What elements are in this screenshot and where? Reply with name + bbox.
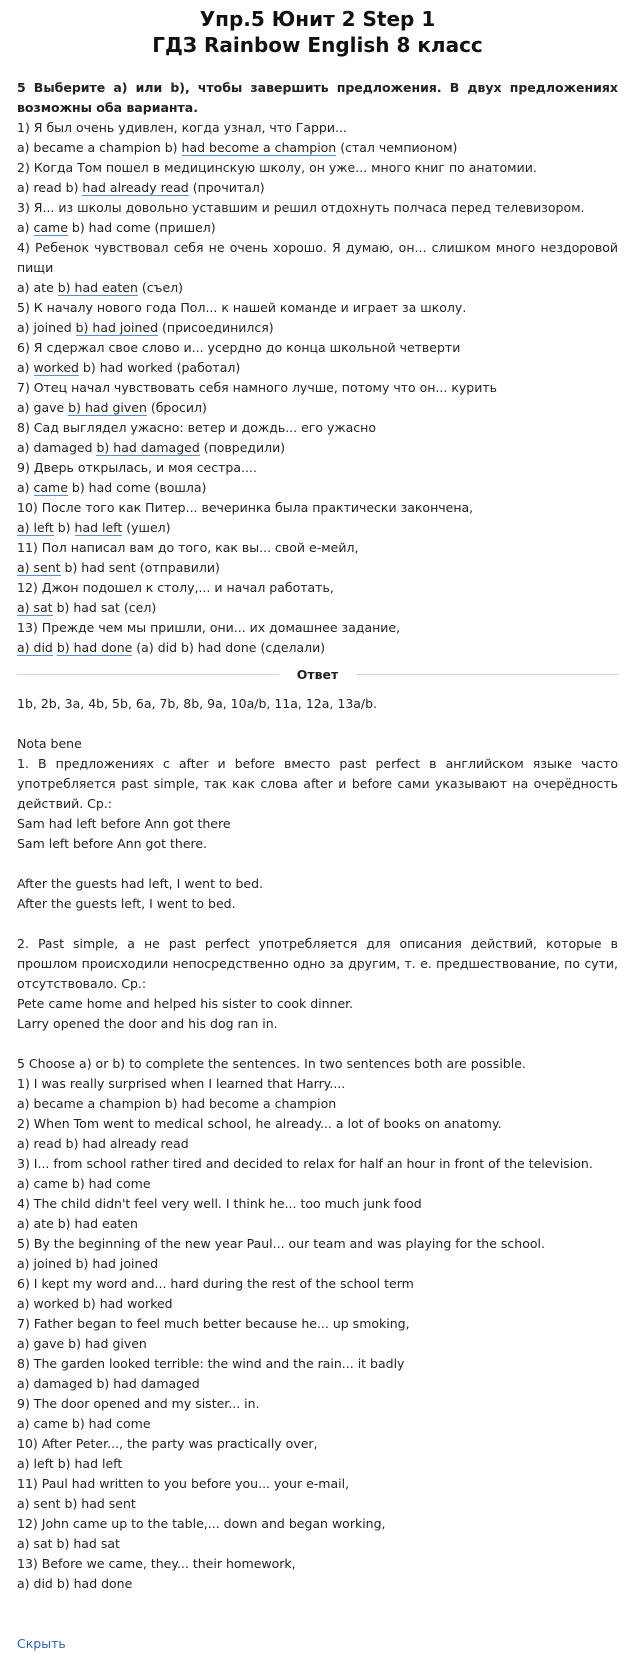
ru-line-16: a) damaged b) had damaged (повредили) (17, 440, 286, 455)
highlighted-answer: b) had joined (75, 320, 159, 335)
ru-line-7: 4) Ребенок чувствовал себя не очень хорошо. Я думаю, он... слишком много нездоровой пищи (17, 240, 618, 275)
en-line: a) sat b) had sat (17, 1536, 120, 1551)
ru-line-12: a) worked b) had worked (работал) (17, 360, 241, 375)
en-line: a) left b) had left (17, 1456, 123, 1471)
en-line: 5) By the beginning of the new year Paul... our team and was playing for the school. (17, 1236, 545, 1251)
en-line: 6) I kept my word and... hard during the rest of the school term (17, 1276, 414, 1291)
nota-example: After the guests had left, I went to bed. (17, 876, 264, 891)
highlighted-answer: had left (74, 520, 123, 535)
ru-line-6: a) came b) had come (пришел) (17, 220, 216, 235)
ru-line-23: 12) Джон подошел к столу,... и начал работать, (17, 580, 334, 595)
exercise-content (17, 78, 618, 1654)
highlighted-answer: b) had done (56, 640, 133, 655)
en-line: 1) I was really surprised when I learned that Harry.... (17, 1076, 346, 1091)
en-line: 9) The door opened and my sister... in. (17, 1396, 260, 1411)
nota-heading: Nota bene (17, 736, 82, 751)
ru-line-18: a) came b) had come (вошла) (17, 480, 207, 495)
ru-line-3: 2) Когда Том пошел в медицинскую школу, он уже... много книг по анатомии. (17, 160, 537, 175)
ru-line-26: a) did b) had done (a) did b) had done (сделали) (17, 640, 326, 655)
page (0, 6, 635, 1654)
en-line: 12) John came up to the table,... down and began working, (17, 1516, 386, 1531)
answer-heading: Ответ (296, 666, 339, 682)
en-line (17, 1614, 618, 1634)
en-line: a) sent b) had sent (17, 1496, 136, 1511)
highlighted-answer: b) had damaged (96, 440, 200, 455)
english-instruction: 5 Choose a) or b) to complete the sentences. In two sentences both are possible. (17, 1056, 526, 1071)
highlighted-answer: a) did (17, 640, 53, 655)
en-line: a) ate b) had eaten (17, 1216, 138, 1231)
ru-line-1: 1) Я был очень удивлен, когда узнал, что Гарри... (17, 120, 347, 135)
ru-line-9: 5) К началу нового года Пол... к нашей команде и играет за школу. (17, 300, 467, 315)
ru-line-17: 9) Дверь открылась, и моя сестра.... (17, 460, 257, 475)
en-line: 11) Paul had written to you before you... your e-mail, (17, 1476, 350, 1491)
en-line: a) came b) had come (17, 1176, 151, 1191)
highlighted-answer: b) had given (68, 400, 147, 415)
nota-example: Larry opened the door and his dog ran in. (17, 1016, 278, 1031)
highlighted-answer: had become a champion (181, 140, 337, 155)
en-line: 3) I... from school rather tired and decided to relax for half an hour in front of the television. (17, 1156, 593, 1171)
nota-paragraph-1: 1. В предложениях с after и before вместо past perfect в английском языке часто употребляется past simple, так как слова after и before сами указывают на очерёдность действий. Ср.: (17, 756, 618, 811)
en-line: 8) The garden looked terrible: the wind and the rain... it badly (17, 1356, 405, 1371)
en-line (17, 1594, 618, 1614)
ru-line-5: 3) Я... из школы довольно уставшим и решил отдохнуть полчаса перед телевизором. (17, 200, 585, 215)
ru-line-8: a) ate b) had eaten (съел) (17, 280, 184, 295)
nota-paragraph-2: 2. Past simple, а не past perfect употребляется для описания действий, которые в прошлом происходили непосредственно одно за другим, т. е. предшествование, по сути, отсутствовало. Ср.: (17, 936, 618, 991)
highlighted-answer: came (33, 480, 68, 495)
en-line: a) damaged b) had damaged (17, 1376, 200, 1391)
divider-line (17, 674, 279, 675)
highlighted-answer: b) had eaten (57, 280, 138, 295)
answer-divider (17, 664, 618, 684)
en-line: a) became a champion b) had become a champion (17, 1096, 337, 1111)
en-line: a) read b) had already read (17, 1136, 189, 1151)
ru-line-24: a) sat b) had sat (сел) (17, 600, 157, 615)
highlighted-answer: worked (33, 360, 79, 375)
answer-keys: 1b, 2b, 3a, 4b, 5b, 6a, 7b, 8b, 9a, 10a/b, 11a, 12a, 13a/b. (17, 696, 378, 711)
ru-line-11: 6) Я сдержал свое слово и... усердно до конца школьной четверти (17, 340, 461, 355)
en-line: 4) The child didn't feel very well. I think he... too much junk food (17, 1196, 422, 1211)
ru-line-4: a) read b) had already read (прочитал) (17, 180, 265, 195)
en-line: a) came b) had come (17, 1416, 151, 1431)
en-line: 7) Father began to feel much better because he... up smoking, (17, 1316, 410, 1331)
en-line: a) joined b) had joined (17, 1256, 159, 1271)
ru-line-2: a) became a champion b) had become a champion (стал чемпионом) (17, 140, 458, 155)
task-instruction: 5 Выберите а) или b), чтобы завершить предложения. В двух предложениях возможны оба варианта. (17, 80, 618, 115)
nota-example: Pete came home and helped his sister to cook dinner. (17, 996, 354, 1011)
en-line: 2) When Tom went to medical school, he already... a lot of books on anatomy. (17, 1116, 502, 1131)
highlighted-answer: a) sent (17, 560, 61, 575)
en-line: 13) Before we came, they... their homework, (17, 1556, 296, 1571)
ru-line-14: a) gave b) had given (бросил) (17, 400, 207, 415)
ru-line-20: a) left b) had left (ушел) (17, 520, 171, 535)
highlighted-answer: a) left (17, 520, 54, 535)
ru-line-13: 7) Отец начал чувствовать себя намного лучше, потому что он... курить (17, 380, 497, 395)
divider-line (356, 674, 618, 675)
highlighted-answer: had already read (82, 180, 189, 195)
ru-line-22: a) sent b) had sent (отправили) (17, 560, 220, 575)
en-line: a) worked b) had worked (17, 1296, 173, 1311)
nota-example: Sam left before Ann got there. (17, 836, 208, 851)
en-line: a) did b) had done (17, 1576, 133, 1591)
nota-example: Sam had left before Ann got there (17, 816, 231, 831)
hide-link[interactable]: Скрыть (17, 1636, 66, 1651)
ru-line-15: 8) Сад выглядел ужасно: ветер и дождь... его ужасно (17, 420, 376, 435)
ru-line-10: a) joined b) had joined (присоединился) (17, 320, 274, 335)
ru-line-21: 11) Пол написал вам до того, как вы... свой е-мейл, (17, 540, 359, 555)
ru-line-25: 13) Прежде чем мы пришли, они... их домашнее задание, (17, 620, 401, 635)
highlighted-answer: came (33, 220, 68, 235)
en-line: 10) After Peter..., the party was practically over, (17, 1436, 318, 1451)
en-line: a) gave b) had given (17, 1336, 147, 1351)
nota-example: After the guests left, I went to bed. (17, 896, 236, 911)
page-title: Упр.5 Юнит 2 Step 1 ГДЗ Rainbow English 8 класс (152, 7, 483, 57)
highlighted-answer: a) sat (17, 600, 53, 615)
ru-line-19: 10) После того как Питер... вечеринка была практически закончена, (17, 500, 474, 515)
